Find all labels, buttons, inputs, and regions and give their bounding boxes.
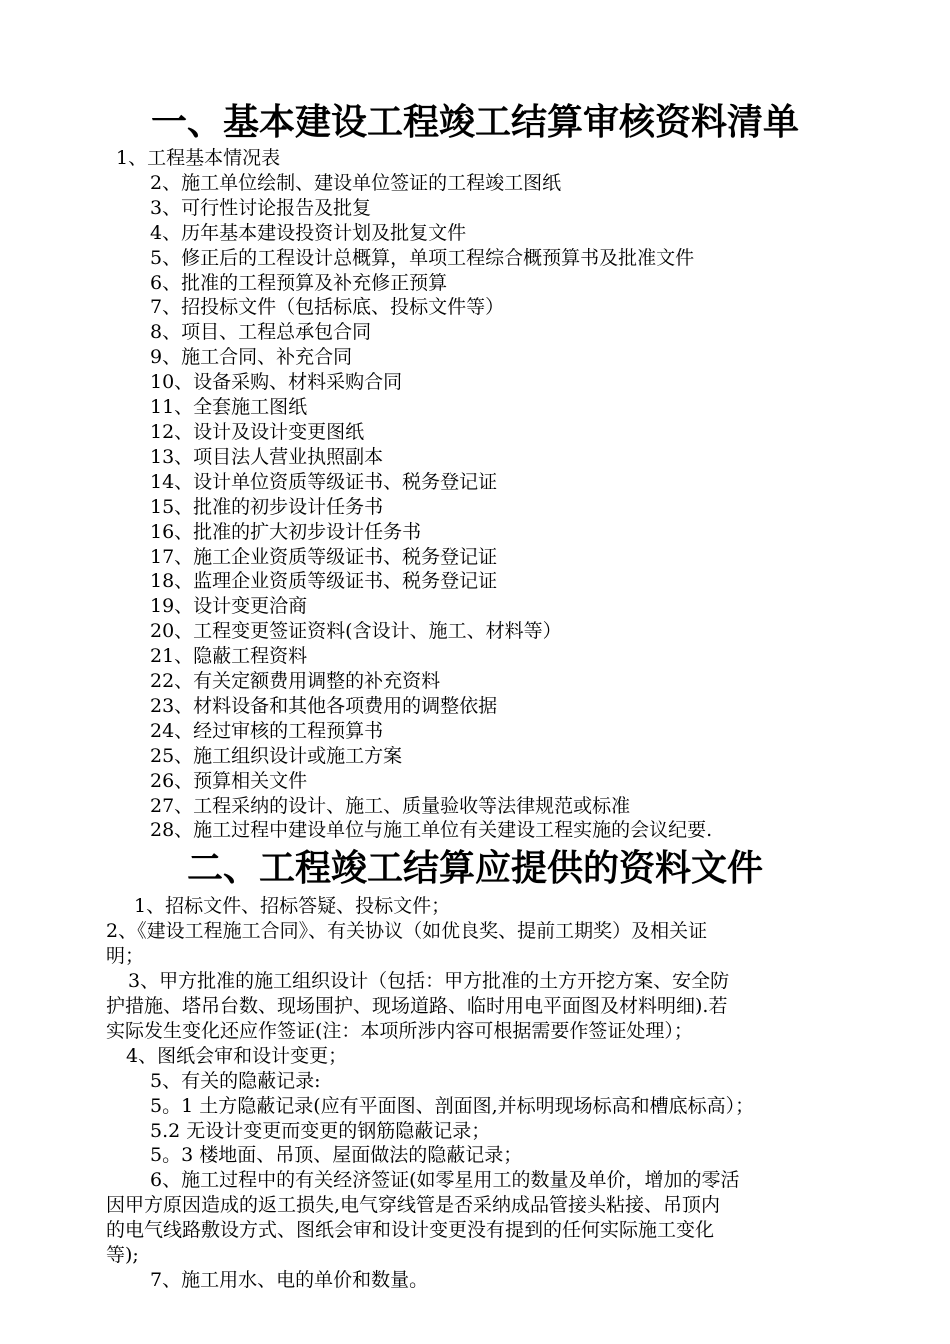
paragraph-line: 6、施工过程中的有关经济签证(如零星用工的数量及单价，增加的零活 bbox=[150, 1169, 740, 1191]
list-item: 12、设计及设计变更图纸 bbox=[150, 420, 365, 443]
list-item: 8、项目、工程总承包合同 bbox=[150, 321, 372, 344]
list-item: 9、施工合同、补充合同 bbox=[150, 346, 353, 369]
list-item: 27、工程采纳的设计、施工、质量验收等法律规范或标准 bbox=[150, 794, 631, 817]
section2-item-1 bbox=[106, 894, 846, 919]
section2-item-5-1 bbox=[106, 1094, 846, 1119]
list-item: 26、预算相关文件 bbox=[150, 769, 308, 792]
list-item: 22、有关定额费用调整的补充资料 bbox=[150, 670, 441, 693]
paragraph-line: 7、施工用水、电的单价和数量。 bbox=[150, 1269, 429, 1291]
list-item: 15、批准的初步设计任务书 bbox=[150, 495, 384, 518]
section2-item-7 bbox=[106, 1268, 846, 1293]
section2-item-4 bbox=[106, 1044, 846, 1069]
paragraph-line: 4、图纸会审和设计变更； bbox=[126, 1045, 348, 1067]
section2-item-5-3 bbox=[106, 1143, 846, 1168]
list-item: 23、材料设备和其他各项费用的调整依据 bbox=[150, 694, 498, 717]
section2-item-2 bbox=[106, 919, 846, 969]
section1-title: 一、基本建设工程竣工结算审核资料清单 bbox=[150, 101, 799, 143]
paragraph-line: 5。3 楼地面、吊顶、屋面做法的隐蔽记录； bbox=[150, 1144, 523, 1166]
paragraph-line: 护措施、塔吊台数、现场围护、现场道路、临时用电平面图及材料明细).若 bbox=[106, 994, 728, 1017]
list-item: 25、施工组织设计或施工方案 bbox=[150, 744, 403, 767]
section2-item-5 bbox=[106, 1069, 846, 1094]
paragraph-line: 5.2 无设计变更而变更的钢筋隐蔽记录； bbox=[150, 1120, 491, 1142]
paragraph-line: 实际发生变化还应作签证(注：本项所涉内容可根据需要作签证处理）； bbox=[106, 1019, 693, 1042]
list-item: 2、施工单位绘制、建设单位签证的工程竣工图纸 bbox=[150, 171, 562, 194]
paragraph-line: 明； bbox=[106, 944, 145, 967]
section1-list bbox=[0, 146, 950, 843]
list-item: 14、设计单位资质等级证书、税务登记证 bbox=[150, 470, 498, 493]
list-item: 21、隐蔽工程资料 bbox=[150, 645, 308, 668]
section2-item-6 bbox=[106, 1168, 846, 1268]
list-item: 11、全套施工图纸 bbox=[150, 396, 308, 419]
paragraph-line: 2、《建设工程施工合同》、有关协议（如优良奖、提前工期奖）及相关证 bbox=[106, 920, 708, 942]
list-item: 20、工程变更签证资料(含设计、施工、材料等） bbox=[150, 620, 562, 643]
paragraph-line: 的电气线路敷设方式、图纸会审和设计变更没有提到的任何实际施工变化 bbox=[106, 1218, 715, 1241]
paragraph-line: 5。1 土方隐蔽记录(应有平面图、剖面图,并标明现场标高和槽底标高）； bbox=[150, 1095, 755, 1117]
list-item: 7、招投标文件（包括标底、投标文件等） bbox=[150, 296, 505, 319]
paragraph-line: 5、有关的隐蔽记录: bbox=[150, 1070, 321, 1092]
list-item: 28、施工过程中建设单位与施工单位有关建设工程实施的会议纪要. bbox=[150, 819, 713, 842]
section2-title: 二、工程竣工结算应提供的资料文件 bbox=[186, 847, 763, 889]
list-item: 17、施工企业资质等级证书、税务登记证 bbox=[150, 545, 498, 568]
list-item: 4、历年基本建设投资计划及批复文件 bbox=[150, 221, 467, 244]
paragraph-line: 等); bbox=[106, 1243, 139, 1266]
section2-item-3 bbox=[106, 969, 846, 1044]
paragraph-line: 因甲方原因造成的返工损失,电气穿线管是否采纳成品管接头粘接、吊顶内 bbox=[106, 1193, 721, 1216]
paragraph-line: 1、招标文件、招标答疑、投标文件； bbox=[134, 895, 451, 917]
list-item: 13、项目法人营业执照副本 bbox=[150, 445, 384, 468]
list-item: 18、监理企业资质等级证书、税务登记证 bbox=[150, 570, 498, 593]
list-item: 5、修正后的工程设计总概算，单项工程综合概预算书及批准文件 bbox=[150, 246, 695, 269]
paragraph-line: 3、甲方批准的施工组织设计（包括：甲方批准的土方开挖方案、安全防 bbox=[128, 970, 730, 992]
list-item: 1、工程基本情况表 bbox=[116, 147, 281, 169]
list-item: 24、经过审核的工程预算书 bbox=[150, 719, 384, 742]
list-item: 10、设备采购、材料采购合同 bbox=[150, 371, 403, 394]
list-item: 19、设计变更洽商 bbox=[150, 595, 308, 618]
list-item: 6、批准的工程预算及补充修正预算 bbox=[150, 271, 448, 294]
list-item: 16、批准的扩大初步设计任务书 bbox=[150, 520, 422, 543]
list-item: 3、可行性讨论报告及批复 bbox=[150, 196, 372, 219]
section2-item-5-2 bbox=[106, 1119, 846, 1144]
